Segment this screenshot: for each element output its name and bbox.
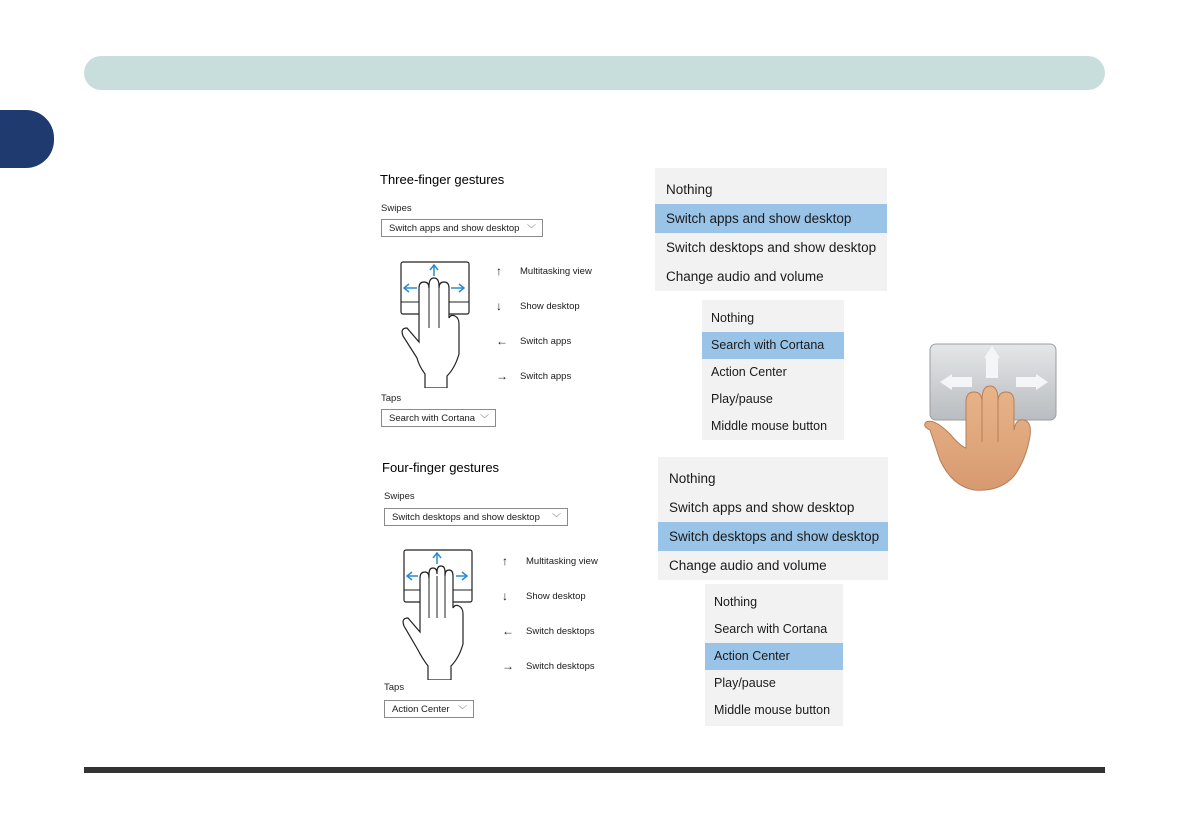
menu-item-change-audio[interactable]: Change audio and volume	[666, 269, 824, 284]
gesture-label: Switch apps	[520, 336, 572, 347]
chevron-down-icon: ﹀	[479, 414, 489, 424]
three-swipes-dropdown[interactable]	[381, 219, 543, 237]
dropdown-value: Switch apps and show desktop	[389, 223, 520, 234]
gesture-label: Multitasking view	[526, 556, 598, 567]
arrow-up-icon: ↑	[496, 264, 502, 278]
four-swipes-dropdown[interactable]	[384, 508, 568, 526]
menu-item-nothing[interactable]: Nothing	[714, 595, 758, 609]
arrow-up-icon: ↑	[502, 554, 508, 568]
gesture-label: Switch desktops	[526, 626, 595, 637]
three-taps-label: Taps	[381, 393, 402, 404]
three-taps-menu	[702, 300, 844, 440]
four-swipes-label: Swipes	[384, 491, 415, 502]
gesture-label: Switch desktops	[526, 661, 595, 672]
three-finger-title: Three-finger gestures	[380, 172, 505, 187]
three-swipes-label: Swipes	[381, 203, 412, 214]
four-taps-menu	[705, 584, 843, 726]
menu-item-middle-mouse[interactable]: Middle mouse button	[711, 419, 828, 433]
touchpad-hand-photo	[900, 330, 1070, 500]
menu-item-action-center[interactable]: Action Center	[711, 365, 787, 379]
menu-item-play-pause[interactable]: Play/pause	[711, 392, 773, 406]
menu-item-switch-apps[interactable]: Switch apps and show desktop	[655, 204, 887, 233]
chevron-down-icon: ﹀	[457, 705, 467, 715]
menu-item-switch-apps[interactable]: Switch apps and show desktop	[669, 500, 855, 515]
gesture-label: Switch apps	[520, 371, 572, 382]
menu-item-switch-desktops[interactable]: Switch desktops and show desktop	[666, 240, 877, 255]
menu-item-nothing[interactable]: Nothing	[711, 311, 755, 325]
dropdown-value: Search with Cortana	[389, 413, 476, 424]
chapter-tab	[0, 110, 54, 168]
arrow-right-icon: →	[502, 659, 514, 673]
four-finger-touchpad-illustration	[398, 546, 478, 680]
menu-item-middle-mouse[interactable]: Middle mouse button	[714, 703, 831, 717]
gesture-label: Show desktop	[526, 591, 586, 602]
dropdown-value: Switch desktops and show desktop	[392, 512, 540, 523]
menu-item-search-cortana[interactable]: Search with Cortana	[714, 622, 828, 636]
arrow-down-icon: ↓	[502, 589, 508, 603]
four-swipes-menu	[658, 457, 888, 580]
arrow-right-icon: →	[496, 369, 508, 383]
three-taps-dropdown[interactable]	[381, 409, 496, 427]
arrow-left-icon: ←	[502, 624, 514, 638]
menu-item-search-cortana[interactable]: Search with Cortana	[702, 332, 844, 359]
arrow-down-icon: ↓	[496, 299, 502, 313]
chevron-down-icon: ﹀	[551, 513, 561, 523]
gesture-label: Multitasking view	[520, 266, 592, 277]
three-swipes-menu	[655, 168, 887, 291]
header-bar	[84, 56, 1105, 90]
four-taps-label: Taps	[384, 682, 405, 693]
menu-item-nothing[interactable]: Nothing	[669, 471, 716, 486]
arrow-left-icon: ←	[496, 334, 508, 348]
four-taps-dropdown[interactable]	[384, 700, 474, 718]
four-finger-title: Four-finger gestures	[382, 460, 500, 475]
menu-item-play-pause[interactable]: Play/pause	[714, 676, 776, 690]
menu-item-action-center[interactable]: Action Center	[705, 643, 843, 670]
three-finger-touchpad-illustration	[395, 258, 475, 388]
menu-item-change-audio[interactable]: Change audio and volume	[669, 558, 827, 573]
menu-item-nothing[interactable]: Nothing	[666, 182, 713, 197]
dropdown-value: Action Center	[392, 704, 450, 715]
footer-rule	[84, 767, 1105, 773]
gesture-label: Show desktop	[520, 301, 580, 312]
menu-item-switch-desktops[interactable]: Switch desktops and show desktop	[658, 522, 888, 551]
chevron-down-icon: ﹀	[526, 224, 536, 234]
